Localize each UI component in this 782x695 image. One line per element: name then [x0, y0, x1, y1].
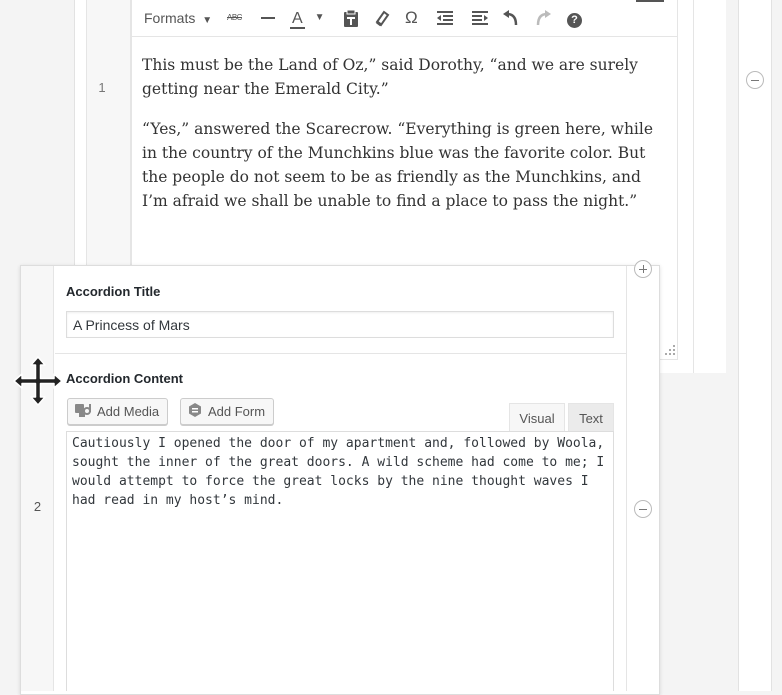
chevron-down-icon: ▼	[314, 12, 325, 23]
horizontal-line-icon[interactable]	[261, 8, 275, 28]
form-icon	[187, 402, 203, 421]
paragraph: “Yes,” answered the Scarecrow. “Everything is green here, while in the country of the Munchkins blue was the favorite color. But the people do not seem to be as friendly as the Munchkins, and I’m afraid we shall be unable to find a place to pass the night.”	[142, 120, 654, 210]
resize-grip-icon[interactable]	[664, 343, 676, 355]
row-2-remove-icon[interactable]	[634, 500, 652, 518]
row-2-drag-handle[interactable]	[21, 266, 54, 691]
outdent-icon[interactable]	[437, 8, 453, 28]
media-icon	[74, 402, 92, 421]
row-2-settings-column	[626, 266, 659, 691]
accordion-content-textarea[interactable]	[66, 431, 614, 691]
add-media-label: Add Media	[97, 404, 160, 419]
add-row-icon[interactable]	[634, 260, 652, 278]
row-1-number: 1	[98, 80, 106, 95]
outer-gutter	[738, 0, 772, 691]
chevron-down-icon: ▼	[202, 15, 213, 26]
indent-icon[interactable]	[472, 8, 488, 28]
divider	[55, 353, 626, 354]
title-field-label: Accordion Title	[66, 284, 161, 299]
move-cursor-icon	[13, 356, 63, 406]
toolbar-top-edge	[636, 0, 664, 2]
row-1-remove-icon[interactable]	[746, 71, 764, 89]
help-glyph: ?	[567, 13, 582, 28]
add-form-button[interactable]	[180, 398, 274, 425]
text-color-icon[interactable]	[290, 8, 324, 28]
content-field-label: Accordion Content	[66, 371, 183, 386]
paste-as-text-icon[interactable]	[343, 8, 359, 28]
formats-label: Formats	[144, 10, 196, 26]
help-icon[interactable]	[567, 8, 582, 28]
add-form-label: Add Form	[208, 404, 266, 419]
redo-icon[interactable]	[534, 8, 552, 28]
row-1-settings-column	[693, 0, 726, 373]
special-character-icon[interactable]: Ω	[405, 8, 418, 27]
undo-icon[interactable]	[502, 8, 520, 28]
paragraph: This must be the Land of Oz,” said Dorothy, “and we are surely getting near the Emerald City.”	[142, 56, 638, 98]
row-2-number: 2	[33, 499, 42, 514]
add-media-button[interactable]	[67, 398, 168, 425]
tab-text[interactable]: Text	[568, 403, 614, 432]
editor-toolbar	[132, 0, 677, 37]
strikethrough-icon[interactable]: ABC	[227, 13, 242, 22]
formats-dropdown[interactable]	[144, 8, 212, 28]
clear-formatting-icon[interactable]	[374, 8, 390, 28]
accordion-title-input[interactable]	[66, 311, 614, 338]
tab-visual[interactable]: Visual	[509, 403, 565, 432]
editor-content[interactable]	[142, 53, 662, 229]
text-color-letter: A	[292, 10, 303, 27]
